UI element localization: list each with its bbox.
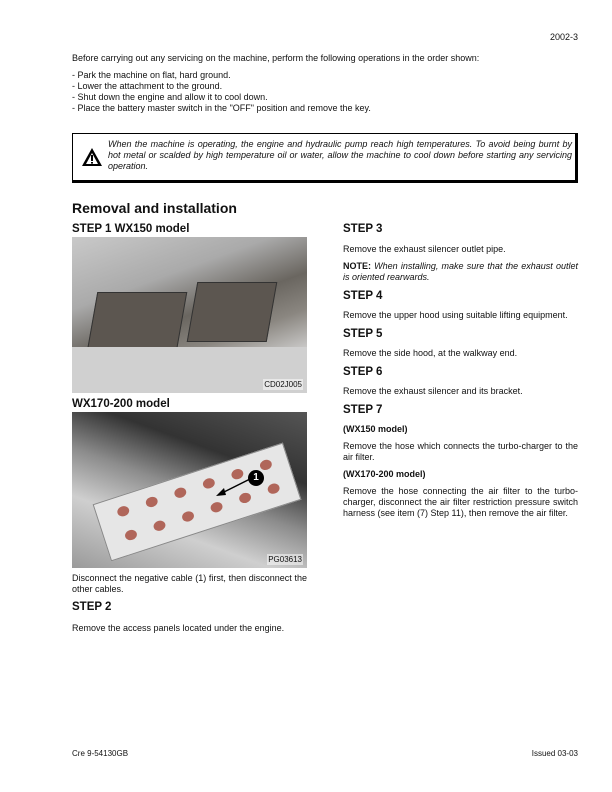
step1-text: Disconnect the negative cable (1) first, then disconnect the other cables. bbox=[72, 573, 307, 594]
warning-box bbox=[72, 133, 578, 183]
page-number: 2002-3 bbox=[549, 32, 578, 42]
step6-text: Remove the exhaust silencer and its bracket. bbox=[343, 386, 523, 396]
step1-title: STEP 1 WX150 model bbox=[72, 223, 190, 235]
note-text bbox=[343, 261, 578, 283]
step3-title: STEP 3 bbox=[343, 223, 383, 235]
model2-title: WX170-200 model bbox=[72, 398, 170, 410]
footer-doc-ref: Cre 9-54130GB bbox=[72, 749, 129, 758]
step3-text: Remove the exhaust silencer outlet pipe. bbox=[343, 244, 506, 254]
step5-text: Remove the side hood, at the walkway end. bbox=[343, 348, 518, 358]
photo-ref: CD02J005 bbox=[264, 380, 302, 389]
list-item: - Shut down the engine and allow it to cool down. bbox=[72, 92, 268, 102]
list-item: - Lower the attachment to the ground. bbox=[72, 81, 223, 91]
step7-title: STEP 7 bbox=[343, 404, 383, 416]
warning-text: When the machine is operating, the engine and hydraulic pump reach high temperatures. To avoid being burnt by hot metal or scalded by high temperature oil or water, allow the machine to cool down before starting any servicing operation. bbox=[108, 139, 572, 171]
step4-title: STEP 4 bbox=[343, 290, 383, 302]
photo-wx150-battery bbox=[72, 237, 307, 393]
wx150-label: (WX150 model) bbox=[343, 424, 408, 434]
list-item: - Park the machine on flat, hard ground. bbox=[72, 70, 231, 80]
callout-marker: 1 bbox=[248, 470, 264, 486]
photo-ref: PG03613 bbox=[268, 555, 302, 564]
footer-issued: Issued 03-03 bbox=[531, 749, 578, 758]
right-column bbox=[343, 223, 578, 519]
step2-text: Remove the access panels located under the engine. bbox=[72, 623, 285, 633]
step2-title: STEP 2 bbox=[72, 601, 112, 613]
note-label: NOTE: bbox=[343, 261, 371, 271]
warning-triangle-icon bbox=[81, 147, 103, 167]
step6-title: STEP 6 bbox=[343, 366, 383, 378]
intro-text: Before carrying out any servicing on the machine, perform the following operations in the order shown: bbox=[72, 53, 480, 63]
section-title: Removal and installation bbox=[72, 200, 237, 216]
photo-wx170-battery bbox=[72, 412, 307, 568]
wx170-label: (WX170-200 model) bbox=[343, 469, 426, 479]
note-body: When installing, make sure that the exhaust outlet is oriented rearwards. bbox=[343, 261, 578, 282]
step4-text: Remove the upper hood using suitable lifting equipment. bbox=[343, 310, 568, 320]
wx170-text: Remove the hose connecting the air filter to the turbo-charger, disconnect the air filter restriction pressure switch harness (see item (7) Step 11), then remove the air filter. bbox=[343, 486, 578, 518]
list-item: - Place the battery master switch in the "OFF" position and remove the key. bbox=[72, 103, 371, 113]
prep-list bbox=[72, 70, 578, 114]
wx150-text: Remove the hose which connects the turbo-charger to the air filter. bbox=[343, 441, 578, 462]
step5-title: STEP 5 bbox=[343, 328, 383, 340]
